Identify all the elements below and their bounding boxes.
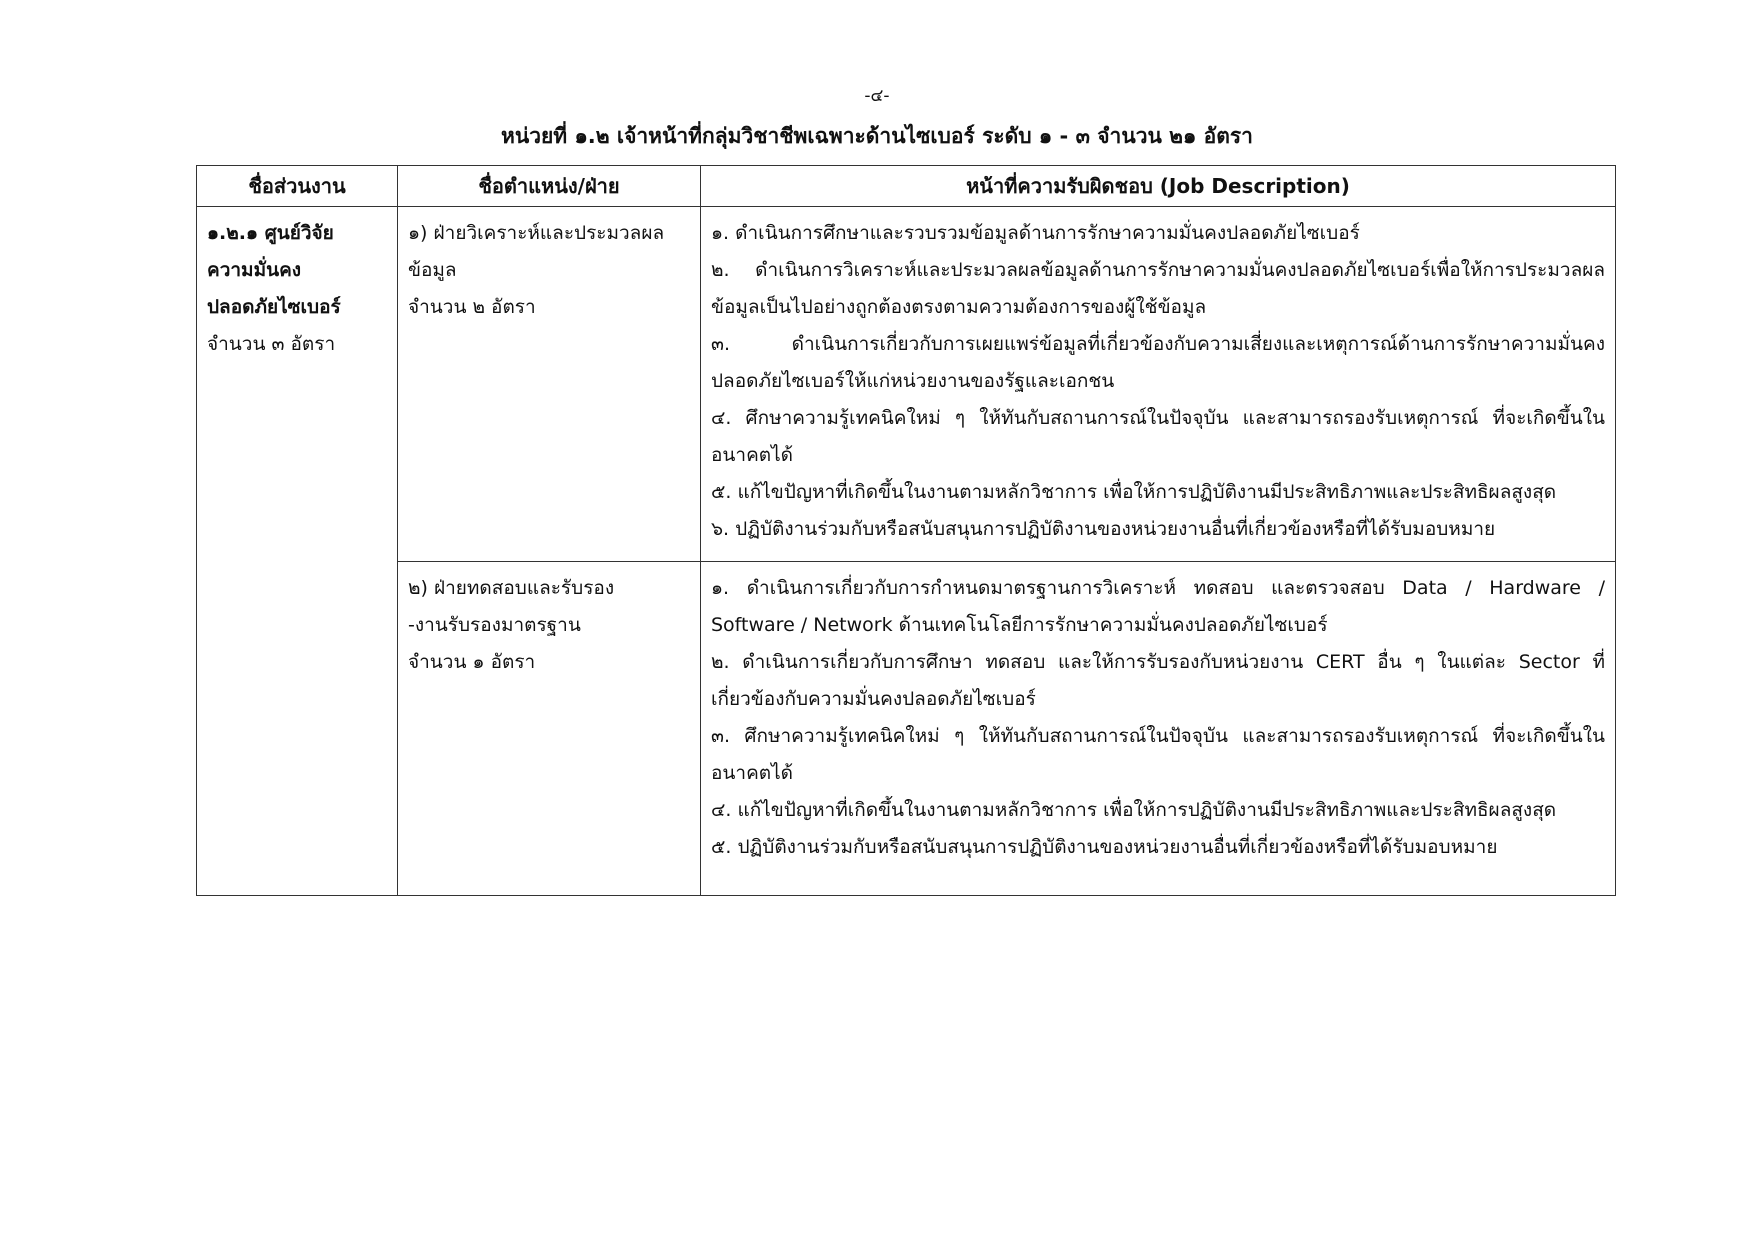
position-count: จำนวน ๑ อัตรา — [408, 651, 536, 673]
duty-item: ๕. แก้ไขปัญหาที่เกิดขึ้นในงานตามหลักวิชาการ เพื่อให้การปฏิบัติงานมีประสิทธิภาพและประสิทธิผลสูงสุด — [711, 481, 1557, 503]
duty-item: ๔. แก้ไขปัญหาที่เกิดขึ้นในงานตามหลักวิชาการ เพื่อให้การปฏิบัติงานมีประสิทธิภาพและประสิทธิผลสูงสุด — [711, 799, 1557, 821]
page-number: -๔- — [864, 86, 890, 106]
duty-item: ๑. ดำเนินการเกี่ยวกับการกำหนดมาตรฐานการวิเคราะห์ ทดสอบ และตรวจสอบ Data / Hardware / Software / Network ด้านเทคโนโลยีการรักษาความมั่นคงปลอดภัยไซเบอร์ — [711, 577, 1605, 636]
header-unit: ชื่อส่วนงาน — [197, 166, 398, 207]
unit-name-line: ปลอดภัยไซเบอร์ — [207, 296, 341, 318]
page-title: หน่วยที่ ๑.๒ เจ้าหน้าที่กลุ่มวิชาชีพเฉพาะด้านไซเบอร์ ระดับ ๑ - ๓ จำนวน ๒๑ อัตรา — [501, 124, 1253, 148]
position-cell — [398, 207, 701, 562]
table-row — [197, 562, 1616, 896]
table-header-row — [197, 166, 1616, 207]
duty-item: ๒. ดำเนินการวิเคราะห์และประมวลผลข้อมูลด้านการรักษาความมั่นคงปลอดภัยไซเบอร์เพื่อให้การประมวลผลข้อมูลเป็นไปอย่างถูกต้องตรงตามความต้องการของผู้ใช้ข้อมูล — [711, 259, 1605, 318]
unit-name-line: ความมั่นคง — [207, 259, 302, 281]
job-description-table — [196, 165, 1616, 896]
duty-item: ๒. ดำเนินการเกี่ยวกับการศึกษา ทดสอบ และให้การรับรองกับหน่วยงาน CERT อื่น ๆ ในแต่ละ Sector ที่เกี่ยวข้องกับความมั่นคงปลอดภัยไซเบอร์ — [711, 651, 1605, 710]
position-cell — [398, 562, 701, 896]
description-cell — [701, 562, 1616, 896]
duty-item: ๖. ปฏิบัติงานร่วมกับหรือสนับสนุนการปฏิบัติงานของหน่วยงานอื่นที่เกี่ยวข้องหรือที่ได้รับมอบหมาย — [711, 518, 1496, 540]
duty-item: ๓. ดำเนินการเกี่ยวกับการเผยแพร่ข้อมูลที่เกี่ยวข้องกับความเสี่ยงและเหตุการณ์ด้านการรักษาความมั่นคงปลอดภัยไซเบอร์ให้แก่หน่วยงานของรัฐและเอกชน — [711, 333, 1605, 392]
duty-item: ๔. ศึกษาความรู้เทคนิคใหม่ ๆ ให้ทันกับสถานการณ์ในปัจจุบัน และสามารถรองรับเหตุการณ์ ที่จะเกิดขึ้นในอนาคตได้ — [711, 407, 1605, 466]
position-line: ๑) ฝ่ายวิเคราะห์และประมวลผล — [408, 222, 665, 244]
duty-item: ๑. ดำเนินการศึกษาและรวบรวมข้อมูลด้านการรักษาความมั่นคงปลอดภัยไซเบอร์ — [711, 222, 1360, 244]
position-line: ๒) ฝ่ายทดสอบและรับรอง — [408, 577, 615, 599]
position-line: -งานรับรองมาตรฐาน — [408, 614, 581, 636]
position-line: ข้อมูล — [408, 259, 457, 281]
header-description: หน้าที่ความรับผิดชอบ (Job Description) — [701, 166, 1616, 207]
unit-cell — [197, 207, 398, 896]
table-row — [197, 207, 1616, 562]
duty-item: ๓. ศึกษาความรู้เทคนิคใหม่ ๆ ให้ทันกับสถานการณ์ในปัจจุบัน และสามารถรองรับเหตุการณ์ ที่จะเกิดขึ้นในอนาคตได้ — [711, 725, 1605, 784]
unit-name-line: ๑.๒.๑ ศูนย์วิจัย — [207, 222, 334, 244]
unit-count: จำนวน ๓ อัตรา — [207, 333, 336, 355]
header-position: ชื่อตำแหน่ง/ฝ่าย — [398, 166, 701, 207]
duty-item: ๕. ปฏิบัติงานร่วมกับหรือสนับสนุนการปฏิบัติงานของหน่วยงานอื่นที่เกี่ยวข้องหรือที่ได้รับมอบหมาย — [711, 836, 1498, 858]
position-count: จำนวน ๒ อัตรา — [408, 296, 536, 318]
description-cell — [701, 207, 1616, 562]
